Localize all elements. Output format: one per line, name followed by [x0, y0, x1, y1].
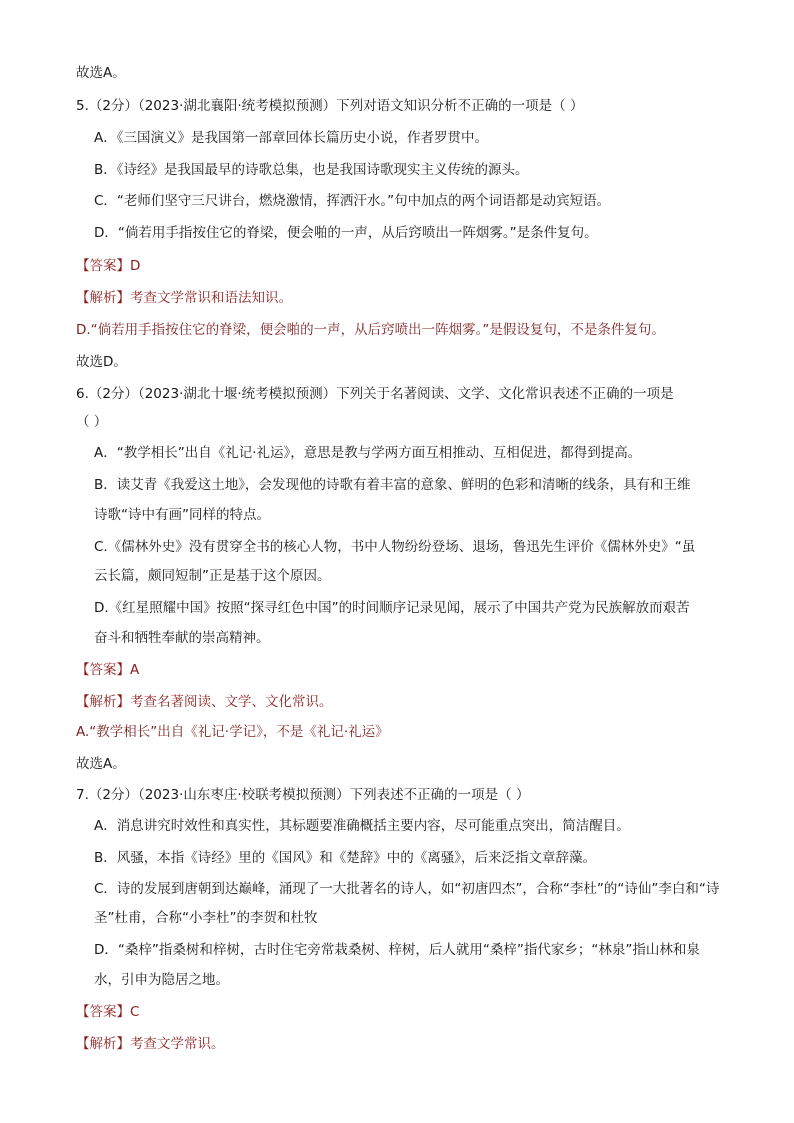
q6-option-a: A．“教学相长”出自《礼记·礼运》，意思是教与学两方面互相推动、互相促进，都得到提高。 [94, 445, 642, 461]
q7-option-b: B．风骚，本指《诗经》里的《国风》和《楚辞》中的《离骚》，后来泛指文章辞藻。 [94, 850, 597, 866]
q5-option-c: C．“老师们坚守三尺讲台，燃烧激情，挥洒汗水。”句中加点的两个词语都是动宾短语。 [94, 193, 611, 209]
q7-answer: 【答案】C [76, 1004, 140, 1020]
q5-option-d: D．“倘若用手指按住它的脊梁，便会啪的一声，从后窍喷出一阵烟雾。”是条件复句。 [94, 225, 598, 241]
q6-conclusion: 故选A。 [76, 756, 126, 772]
line-q4-conclusion: 故选A。 [76, 65, 126, 81]
q7-option-d: D．“桑梓”指桑树和梓树，古时住宅旁常栽桑树、梓树，后人就用“桑梓”指代家乡；“林泉”指山林和泉 [94, 942, 700, 958]
q6-answer: 【答案】A [76, 662, 140, 678]
q6-analysis-title: 【解析】考查名著阅读、文学、文化常识。 [76, 694, 333, 710]
q6-option-b-cont: 诗歌“诗中有画”同样的特点。 [94, 507, 270, 523]
q7-option-c-cont: 圣”杜甫，合称“小李杜”的李贺和杜牧 [94, 910, 318, 926]
q7-option-a: A．消息讲究时效性和真实性，其标题要准确概括主要内容，尽可能重点突出，简洁醒目。 [94, 818, 630, 834]
question-7-stem: 7.（2分）（2023·山东枣庄·校联考模拟预测）下列表述不正确的一项是（ ） [76, 787, 530, 803]
q5-analysis-detail: D.“倘若用手指按住它的脊梁，便会啪的一声，从后窍喷出一阵烟雾。”是假设复句，不是条件复句。 [76, 322, 665, 338]
q7-option-d-cont: 水，引申为隐居之地。 [94, 972, 229, 988]
q5-option-a: A．《三国演义》是我国第一部章回体长篇历史小说，作者罗贯中。 [94, 130, 488, 146]
q6-option-d: D.《红星照耀中国》按照“探寻红色中国”的时间顺序记录见闻，展示了中国共产党为民族解放而艰苦 [94, 600, 690, 616]
q5-conclusion: 故选D。 [76, 354, 127, 370]
q5-option-b: B．《诗经》是我国最早的诗歌总集，也是我国诗歌现实主义传统的源头。 [94, 162, 529, 178]
q5-answer: 【答案】D [76, 258, 141, 274]
q7-analysis-title: 【解析】考查文学常识。 [76, 1036, 225, 1052]
q5-analysis-title: 【解析】考查文学常识和语法知识。 [76, 290, 292, 306]
question-5-stem: 5.（2分）（2023·湖北襄阳·统考模拟预测）下列对语文知识分析不正确的一项是（ ） [76, 98, 584, 114]
q6-option-c: C.《儒林外史》没有贯穿全书的核心人物，书中人物纷纷登场、退场，鲁迅先生评价《儒林外史》“虽 [94, 539, 696, 555]
q6-option-c-cont: 云长篇，颇同短制”正是基于这个原因。 [94, 568, 331, 584]
q6-option-b: B．读艾青《我爱这土地》，会发现他的诗歌有着丰富的意象、鲜明的色彩和清晰的线条，具有和王维 [94, 477, 691, 493]
q7-option-c: C．诗的发展到唐朝到达巅峰，涌现了一大批著名的诗人，如“初唐四杰”，合称“李杜”的“诗仙”李白和“诗 [94, 881, 720, 897]
question-6-stem-cont: （ ） [76, 414, 108, 430]
q6-option-d-cont: 奋斗和牺牲奉献的崇高精神。 [94, 630, 270, 646]
question-6-stem: 6.（2分）（2023·湖北十堰·统考模拟预测）下列关于名著阅读、文学、文化常识表述不正确的一项是 [76, 386, 674, 402]
q6-analysis-detail: A.“教学相长”出自《礼记·学记》，不是《礼记·礼运》 [76, 724, 389, 740]
